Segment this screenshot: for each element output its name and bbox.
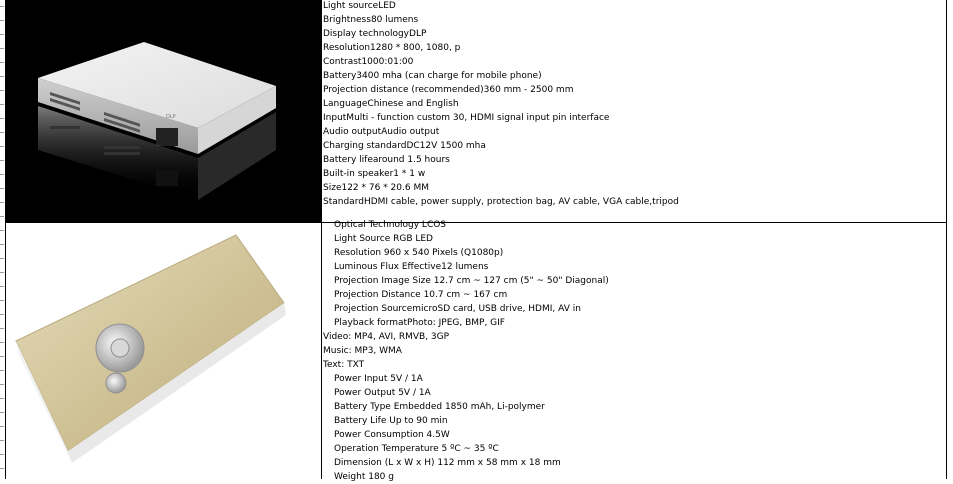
ruler-tick [0, 454, 4, 455]
white-projector-image [6, 0, 321, 222]
spec-line: Resolution1280 * 800, 1080, p [323, 43, 461, 53]
ruler-tick [0, 20, 4, 21]
product1-photo [6, 0, 321, 222]
spec-line: Light sourceLED [323, 1, 396, 11]
spec-line: Power Output 5V / 1A [334, 388, 431, 398]
ruler-tick [0, 160, 4, 161]
spec-line: Battery Life Up to 90 min [334, 416, 448, 426]
ruler-tick [0, 342, 4, 343]
ruler-tick [0, 104, 4, 105]
spec-line: LanguageChinese and English [323, 99, 459, 109]
gold-projector-image [6, 223, 321, 479]
ruler-tick [0, 412, 4, 413]
spec-line: Charging standardDC12V 1500 mha [323, 141, 486, 151]
spec-line: Contrast1000:01:00 [323, 57, 414, 67]
spec-line: Projection Image Size 12.7 cm ~ 127 cm (5" ~ 50" Diagonal) [334, 276, 609, 286]
ruler-tick [0, 216, 4, 217]
ruler-tick [0, 48, 4, 49]
ruler-tick [0, 384, 4, 385]
ruler-tick [0, 244, 4, 245]
spec-line: Power Input 5V / 1A [334, 374, 423, 384]
ruler-tick [0, 356, 4, 357]
spec-line: Video: MP4, AVI, RMVB, 3GP [323, 332, 450, 342]
spec-line: Audio outputAudio output [323, 127, 440, 137]
spec-line: Power Consumption 4.5W [334, 430, 450, 440]
ruler-tick [0, 230, 4, 231]
ruler-tick [0, 258, 4, 259]
ruler-tick [0, 398, 4, 399]
spec-line: Operation Temperature 5 ºC ~ 35 ºC [334, 444, 499, 454]
product2-spec-list [323, 218, 609, 484]
product2-photo [6, 223, 321, 479]
spec-line: Dimension (L x W x H) 112 mm x 58 mm x 18 mm [334, 458, 561, 468]
spec-line: Built-in speaker1 * 1 w [323, 169, 426, 179]
spec-line: Weight 180 g [334, 472, 394, 482]
ruler-tick [0, 370, 4, 371]
spec-line: InputMulti - function custom 30, HDMI signal input pin interface [323, 113, 610, 123]
spec-line: Size122 * 76 * 20.6 MM [323, 183, 429, 193]
dlp-logo: DLP [166, 114, 176, 120]
spec-line: Display technologyDLP [323, 29, 427, 39]
ruler-tick [0, 34, 4, 35]
ruler-tick [0, 6, 4, 7]
ruler-tick [0, 146, 4, 147]
spec-line: Battery lifearound 1.5 hours [323, 155, 450, 165]
spec-line: Music: MP3, WMA [323, 346, 402, 356]
spec-line: Battery3400 mha (can charge for mobile phone) [323, 71, 542, 81]
table-border-right [946, 0, 947, 479]
ruler-tick [0, 286, 4, 287]
ruler-tick [0, 440, 4, 441]
ruler-tick [0, 426, 4, 427]
spec-line: Optical Technology LCOS [334, 220, 447, 230]
ruler-tick [0, 132, 4, 133]
ruler-tick [0, 118, 4, 119]
ruler-tick [0, 468, 4, 469]
spec-line: Battery Type Embedded 1850 mAh, Li-polymer [334, 402, 545, 412]
ruler-tick [0, 272, 4, 273]
spec-line: StandardHDMI cable, power supply, protection bag, AV cable, VGA cable,tripod [323, 197, 679, 207]
product1-spec-list [323, 0, 679, 209]
ruler-tick [0, 314, 4, 315]
ruler-tick [0, 174, 4, 175]
ruler-tick [0, 76, 4, 77]
spec-line: Text: TXT [323, 360, 365, 370]
spec-line: Resolution 960 x 540 Pixels (Q1080p) [334, 248, 504, 258]
ruler-tick [0, 188, 4, 189]
ruler-tick [0, 62, 4, 63]
spec-line: Playback formatPhoto: JPEG, BMP, GIF [334, 318, 505, 328]
spec-line: Projection SourcemicroSD card, USB drive, HDMI, AV in [334, 304, 581, 314]
spec-line: Brightness80 lumens [323, 15, 419, 25]
spec-line: Light Source RGB LED [334, 234, 433, 244]
ruler-tick [0, 90, 4, 91]
ruler-tick [0, 328, 4, 329]
spec-line: Projection distance (recommended)360 mm - 2500 mm [323, 85, 574, 95]
ruler-tick [0, 202, 4, 203]
spec-line: Projection Distance 10.7 cm ~ 167 cm [334, 290, 508, 300]
table-column-divider [321, 0, 322, 479]
spec-line: Luminous Flux Effective12 lumens [334, 262, 489, 272]
ruler-tick [0, 300, 4, 301]
